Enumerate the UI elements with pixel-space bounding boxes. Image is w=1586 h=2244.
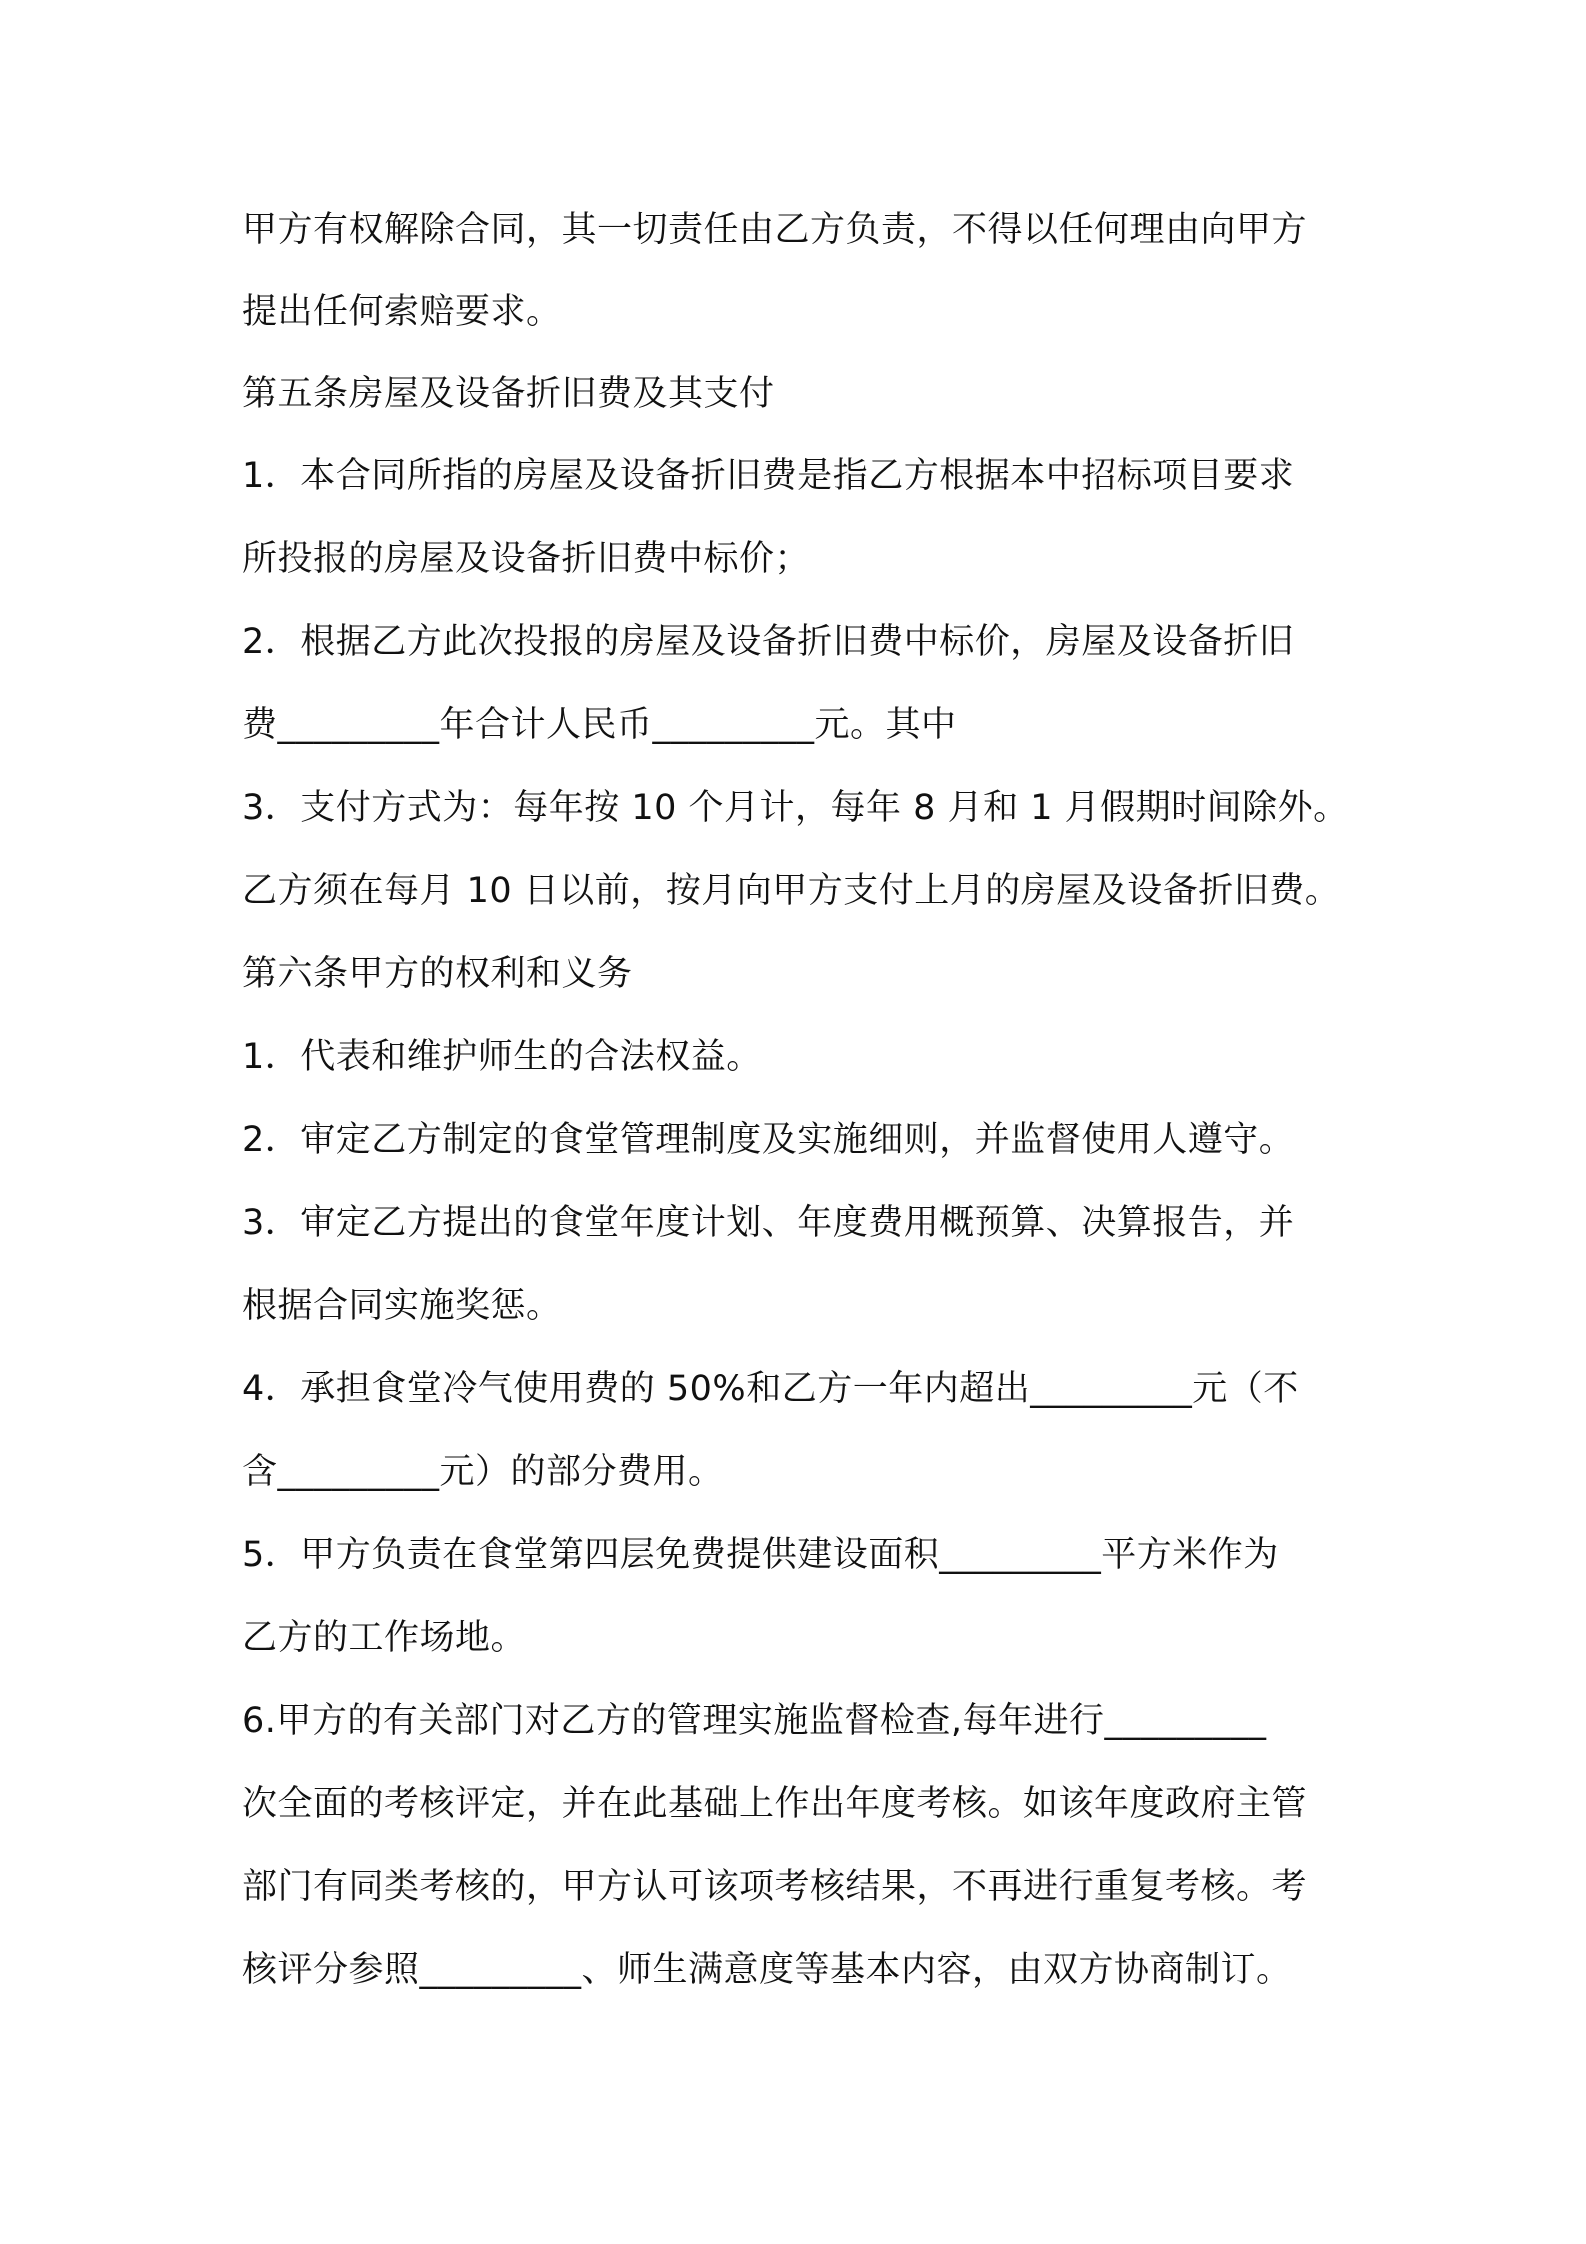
text-line-19: 6.甲方的有关部门对乙方的管理实施监督检查,每年进行_________	[242, 1701, 1267, 1741]
text-line-11: 1．代表和维护师生的合法权益。	[242, 1037, 762, 1077]
text-line-7: 费_________年合计人民币_________元。其中	[242, 705, 957, 745]
text-line-18: 乙方的工作场地。	[242, 1618, 527, 1658]
text-line-20: 次全面的考核评定，并在此基础上作出年度考核。如该年度政府主管	[242, 1784, 1308, 1824]
text-line-1: 甲方有权解除合同，其一切责任由乙方负责，不得以任何理由向甲方	[242, 210, 1308, 250]
text-line-17: 5．甲方负责在食堂第四层免费提供建设面积_________平方米作为	[242, 1535, 1279, 1575]
text-line-15: 4．承担食堂冷气使用费的 50%和乙方一年内超出_________元（不	[242, 1369, 1299, 1409]
text-line-8: 3．支付方式为：每年按 10 个月计，每年 8 月和 1 月假期时间除外。	[242, 788, 1349, 828]
text-line-5: 所投报的房屋及设备折旧费中标价；	[242, 539, 811, 579]
text-line-21: 部门有同类考核的，甲方认可该项考核结果，不再进行重复考核。考	[242, 1867, 1308, 1907]
article-6-heading: 第六条甲方的权利和义务	[242, 954, 633, 994]
article-5-heading: 第五条房屋及设备折旧费及其支付	[242, 374, 775, 414]
text-line-2: 提出任何索赔要求。	[242, 292, 562, 332]
text-line-6: 2．根据乙方此次投报的房屋及设备折旧费中标价，房屋及设备折旧	[242, 622, 1295, 662]
text-line-12: 2．审定乙方制定的食堂管理制度及实施细则，并监督使用人遵守。	[242, 1120, 1295, 1160]
text-line-14: 根据合同实施奖惩。	[242, 1286, 562, 1326]
text-line-22: 核评分参照_________、师生满意度等基本内容，由双方协商制订。	[242, 1950, 1292, 1990]
text-line-9: 乙方须在每月 10 日以前，按月向甲方支付上月的房屋及设备折旧费。	[242, 871, 1341, 911]
text-line-16: 含_________元）的部分费用。	[242, 1452, 724, 1492]
text-line-4: 1．本合同所指的房屋及设备折旧费是指乙方根据本中招标项目要求	[242, 456, 1295, 496]
text-line-13: 3．审定乙方提出的食堂年度计划、年度费用概预算、决算报告，并	[242, 1203, 1295, 1243]
